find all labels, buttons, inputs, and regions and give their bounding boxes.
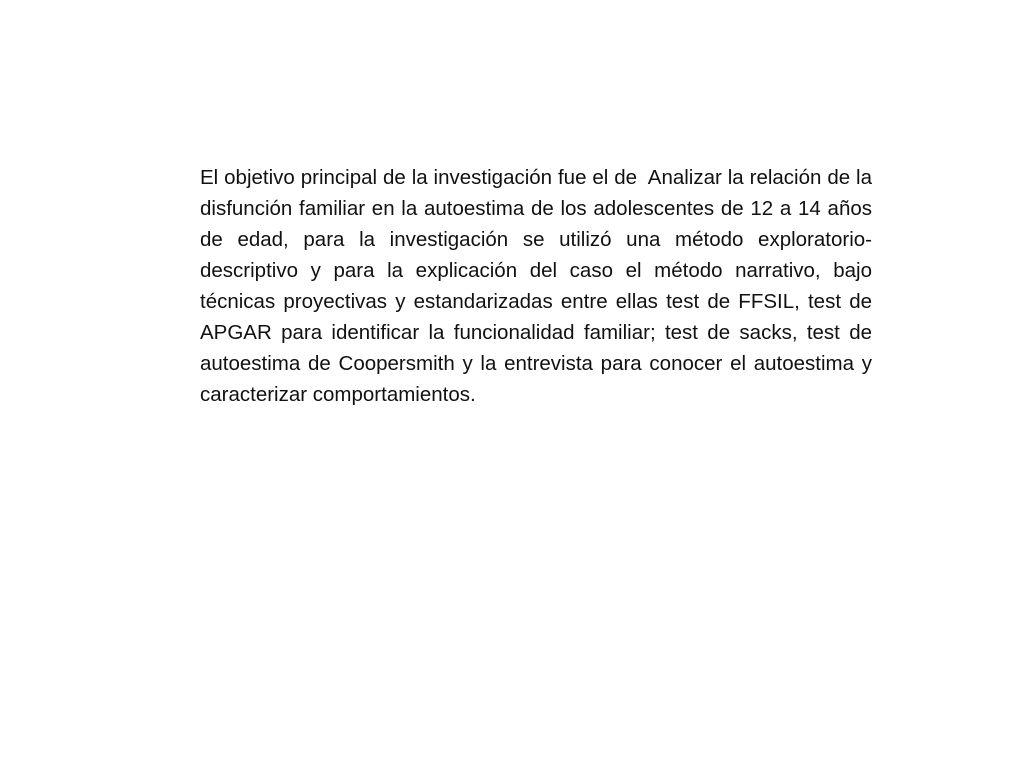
body-paragraph: El objetivo principal de la investigación fue el de Analizar la relación de la disfunción familiar en la autoestima de los adolescentes de 12 a 14 años de edad, para la investigación se utilizó una método exploratorio-descriptivo y para la explicación del caso el método narrativo, bajo técnicas proyectivas y estandarizadas entre ellas test de FFSIL, test de APGAR para identificar la funcionalidad familiar; test de sacks, test de autoestima de Coopersmith y la entrevista para conocer el autoestima y caracterizar comportamientos. — [200, 166, 878, 406]
